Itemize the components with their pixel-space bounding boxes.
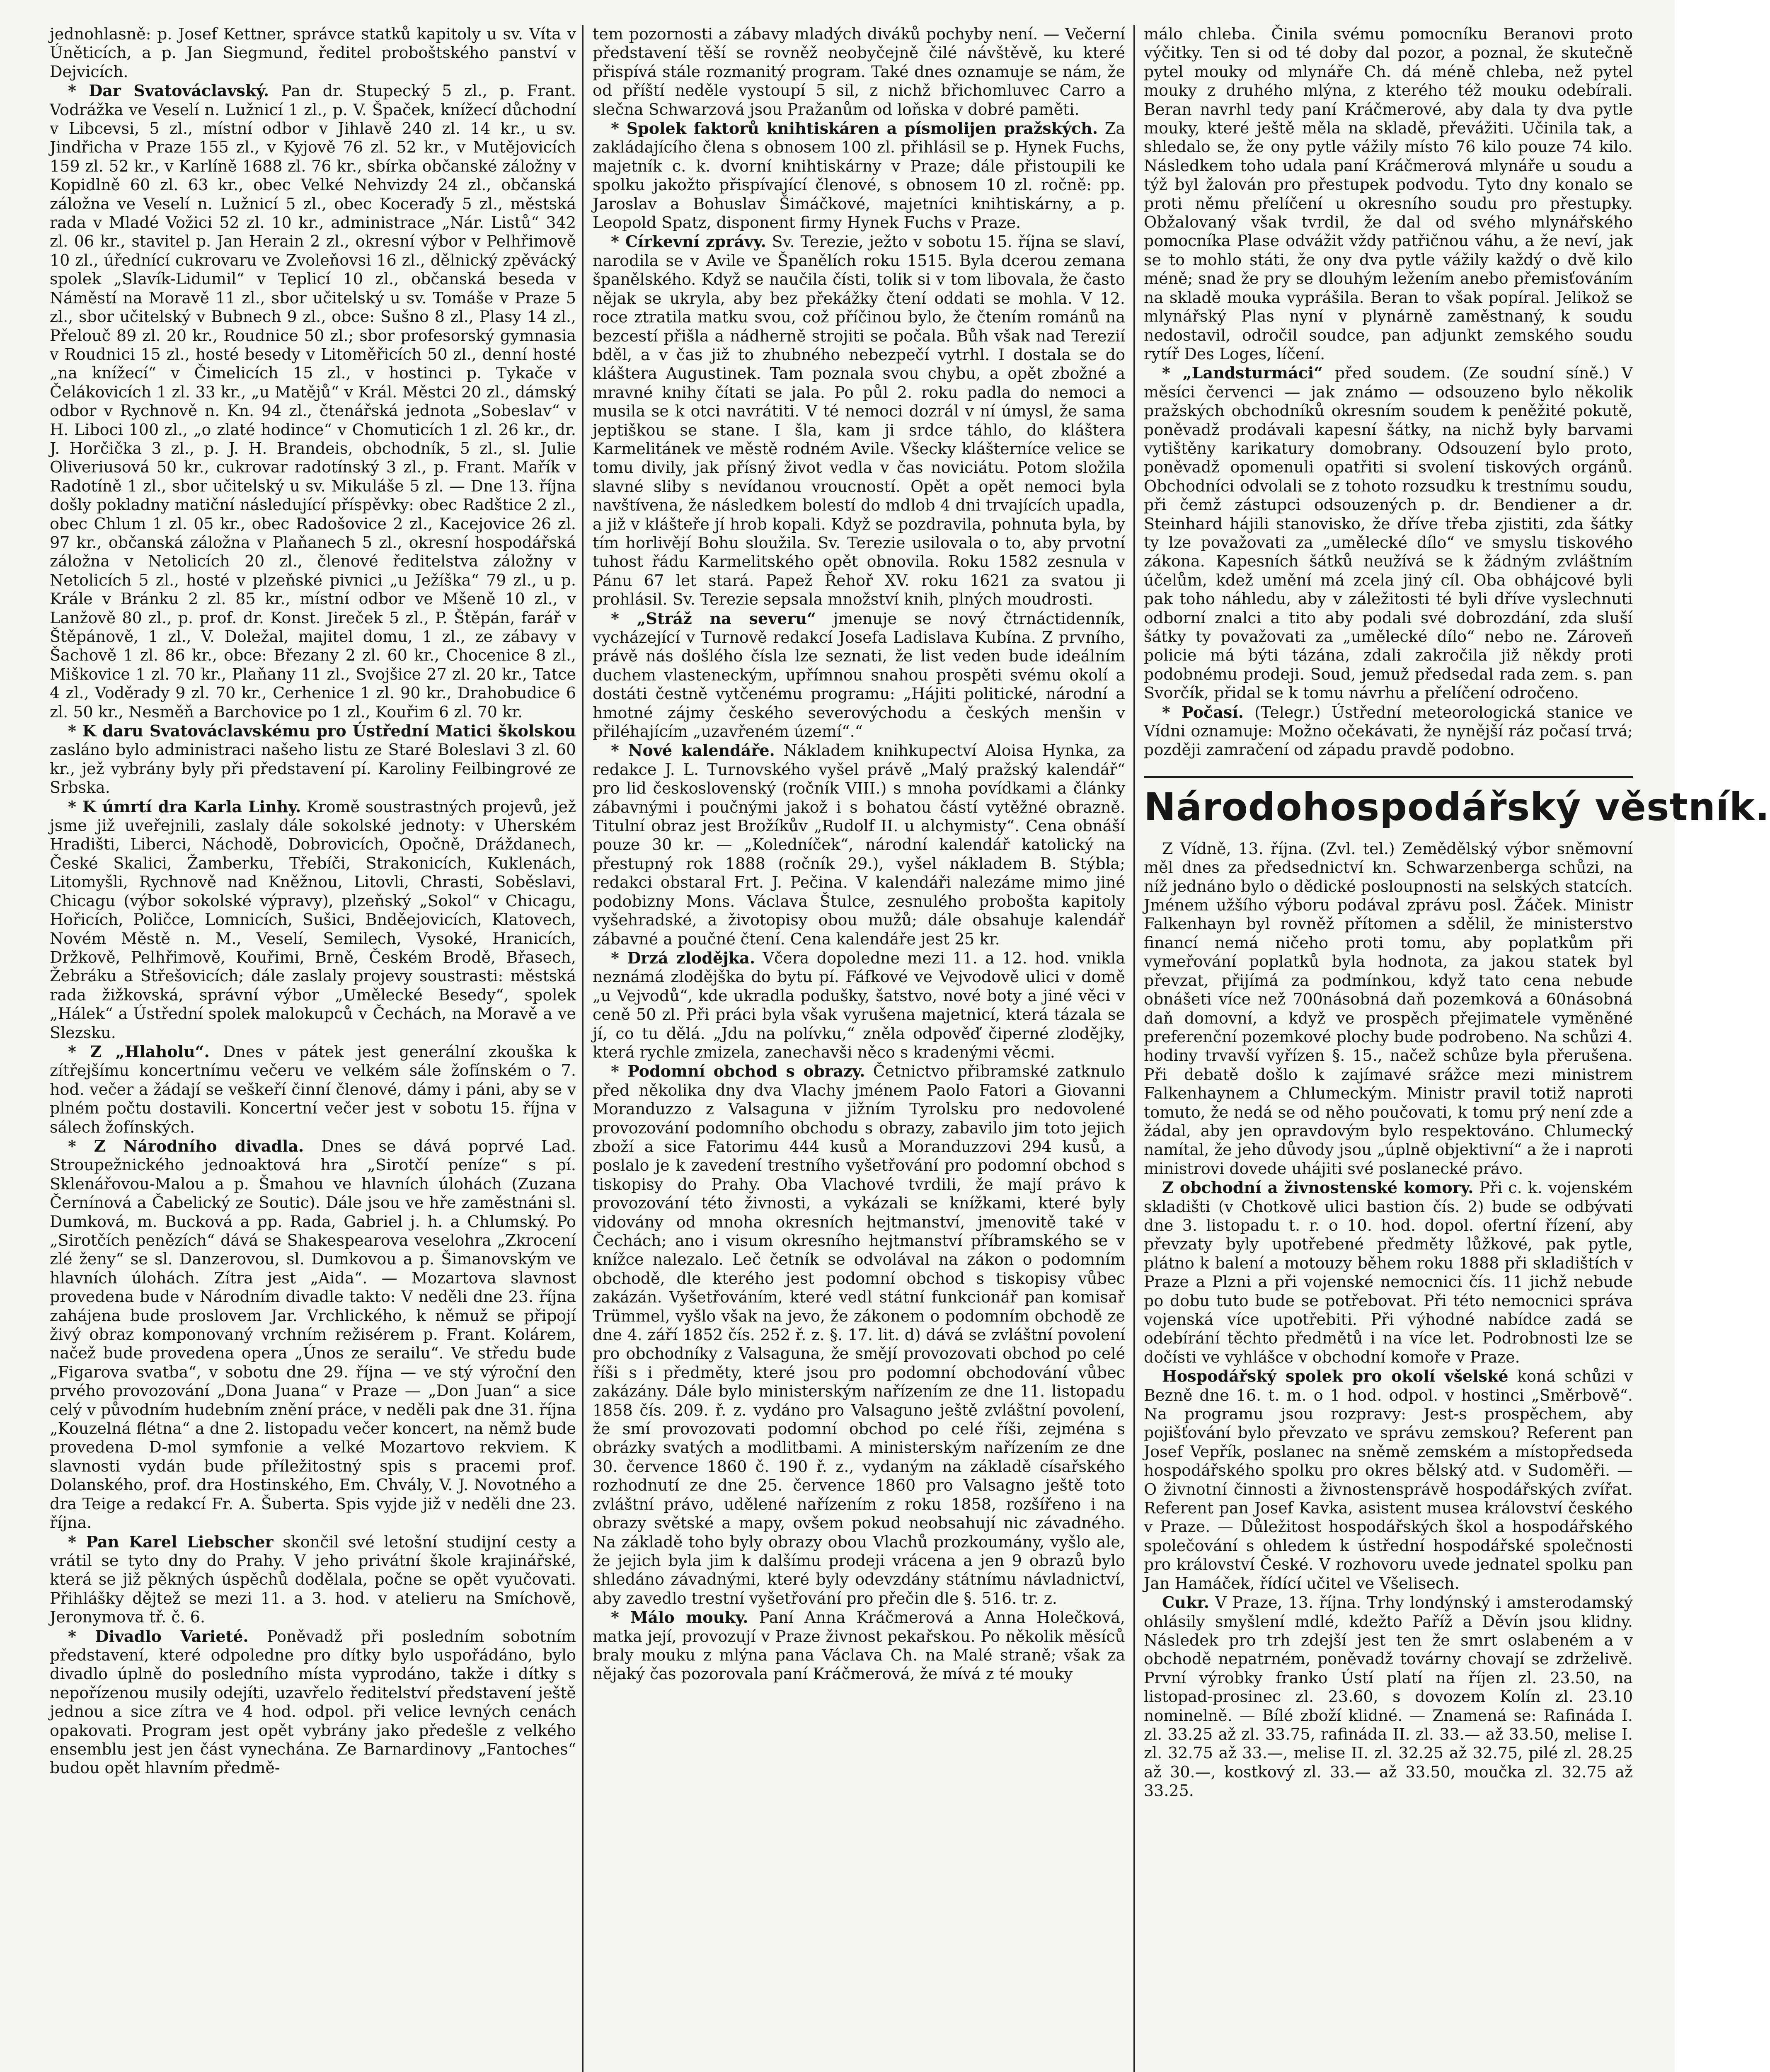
paragraph — [1144, 1367, 1633, 1593]
paragraph — [593, 25, 1125, 119]
paragraph-text: Z Vídně, 13. října. (Zvl. tel.) Zemědělský výbor sněmovní měl dnes za předsednictví kn. Schwarzenberga schůzi, na níž jednáno bylo o dědické posloupnosti na selských statcích. Jménem užšího výboru podával zprávu posl. Žáček. Ministr Falkenhayn byl rovněž přítomen a sdělil, že ministerstvo financí nemá ničeho proti tomu, aby poplatkům při vymeřování poplatků byla hodnota, za jakou statek byl převzat, přijímá za podmínkou, když tato cena nebude obnášeti více než 700násobná daň pozemková a 60násobná daň domovní, a když ve prospěch přejimatele vyměněné preferenční pozemkové plochy bude podrobeno. Na schůzi 4. hodiny trvavší vyřízen §. 15., načež schůze byla přerušena. Při debatě došlo k zajímavé srážce mezi ministrem Falkenhaynem a Chlumeckým. Ministr pravil totiž naproti tomuto, že nedá se od něho poučovati, k tomu prý není zde a žádal, aby jen opravdovým bylo respektováno. Chlumecký namítal, že jeho důvody jsou „úplně objektivní“ a že i naproti ministrovi dovede uhájiti své poslanecké právo. — [1144, 839, 1633, 1178]
paragraph-text: Dnes v pátek jest generální zkouška k zítřejšímu koncertnímu večeru ve velkém sále žofínském o 7. hod. večer a žádají se veškeří činní členové, dámy i páni, aby se v plném počtu dostavili. Koncertní večer jest v sobotu 15. října v sálech žofínských. — [50, 1042, 576, 1136]
paragraph-lead: * Podomní obchod s obrazy. — [611, 1062, 865, 1081]
paragraph-text: zasláno bylo administraci našeho listu ze Staré Boleslavi 3 zl. 60 kr., jež vybrány byly při představení pí. Karoliny Feilbingrové ze Srbska. — [50, 741, 576, 797]
paragraph-lead: * Pan Karel Liebscher — [68, 1532, 274, 1551]
paragraph-lead: * Církevní zprávy. — [611, 232, 766, 251]
paragraph-text: málo chleba. Činila svému pomocníku Beranovi proto výčitky. Ten si od té doby dal pozor, a poznal, že skutečně pytel mouky od mlynáře Ch. dá méně chleba, než pytel mouky z druhého mlýna, z kterého též mouku odebírali. Beran navrhl tedy paní Kráčmerové, aby dala ty dva pytle mouky, které ještě měla na skladě, převážiti. Učinila tak, a shledalo se, že ony pytle vážily místo 76 kilo pouze 74 kilo. Následkem toho udala paní Kráčmerová mlynáře u soudu a týž byl žalován pro přestupek podvodu. Tyto dny konalo se proti němu přelíčení u okresního soudu pro přestupky. Obžalovaný však tvrdil, že dal od svého mlynářského pomocníka Plase odvážit vždy patřičnou váhu, a že neví, jak se to mohlo státi, že ony dva pytle vážily každý o dvě kilo méně; snad že pry se dlouhým ležením anebo přemisťováním na skladě mouka vyprášila. Beran to však popíral. Jelikož se mlynářský Plas nyní v plynárně zaměstnaný, k soudu nedostavil, odročil soudce, pan adjunkt zemského soudu rytíř Des Loges, líčení. — [1144, 25, 1633, 363]
paragraph — [1144, 1593, 1633, 1800]
paragraph — [593, 949, 1125, 1062]
paragraph — [593, 1062, 1125, 1608]
paragraph-text: Pan dr. Stupecký 5 zl., p. Frant. Vodrážka ve Veselí n. Lužnicí 1 zl., p. V. Špaček, knížecí důchodní v Libcevsi, 5 zl., místní odbor v Jihlavě 240 zl. 14 kr., u sv. Jindřicha v Praze 155 zl., v Kyjově 76 zl. 52 kr., v Mutějovicích 159 zl. 52 kr., v Karlíně 1688 zl. 76 kr., sbírka občanské záložny v Kopidlně 60 zl. 63 kr., obec Velké Nehvizdy 24 zl., občanská záložna ve Veselí n. Lužnicí 5 zl., obec Koceraďy 5 zl., městská rada v Mladé Vožici 52 zl. 10 kr., administrace „Nár. Listů“ 342 zl. 06 kr., stavitel p. Jan Herain 2 zl., okresní výbor v Pelhřimově 10 zl., úřednící cukrovaru ve Zvoleňovsi 16 zl., dělnický zpěvácký spolek „Slavík-Lidumil“ v Teplicí 10 zl., občanská beseda v Náměstí na Moravě 11 zl., sbor učitelský u sv. Tomáše v Praze 5 zl., sbor učitelský v Bubnech 9 zl., obce: Sušno 8 zl., Plasy 14 zl., Přelouč 89 zl. 20 kr., Roudnice 50 zl.; sbor profesorský gymnasia v Roudnici 15 zl., hosté besedy v Litoměřicích 50 zl., denní hosté „na knížecí“ v Čimelicích 15 zl., v hostinci p. Tykače v Čelákovicích 1 zl. 33 kr., „u Matějů“ v Král. Městci 20 zl., dámský odbor v Rychnově n. Kn. 94 zl., čtenářská jednota „Sobeslav“ v H. Liboci 100 zl., „o zlaté hodince“ v Chomuticích 1 zl. 26 kr., dr. J. Horčička 3 zl., p. J. H. Brandeis, obchodník, 5 zl., sl. Julie Oliveriusová 50 kr., cukrovar radotínský 3 zl., p. Frant. Mařík v Radotíně 1 zl., sbor učitelský u sv. Mikuláše 5 zl. — Dne 13. října došly pokladny matiční následující příspěvky: obec Radštice 2 zl., obec Chlum 1 zl. 05 kr., obec Radošovice 2 zl., Kacejovice 26 zl. 97 kr., občanská záložna v Plaňanech 5 zl., okresní hospodářská záložna v Netolicích 20 zl., členové ředitelstva záložny v Netolicích 5 zl., hosté v plzeňské pivnici „u Ježíška“ 79 zl., u p. Krále v Bránku 2 zl. 85 kr., místní odbor ve Mšeně 10 zl., v Lanžově 80 zl., p. prof. dr. Konst. Jireček 5 zl., P. Štěpán, farář v Štěpánově, 1 zl., V. Doležal, majitel domu, 1 zl., ze zábavy v Šachově 1 zl. 86 kr., obce: Březany 2 zl. 60 kr., Chocenice 8 zl., Miškovice 1 zl. 70 kr., Plaňany 11 zl., Svojšice 27 zl. 20 kr., Tatce 4 zl., Voděrady 9 zl. 70 kr., Cerhenice 1 zl. 90 kr., Drahobudice 6 zl. 50 kr., Nesměň a Barchovice po 1 zl., Kouřim 6 zl. 70 kr. — [50, 82, 576, 721]
paragraph-lead: * „Stráž na severu“ — [611, 609, 816, 628]
section-heading: Národohospodářský věstník. — [1144, 776, 1633, 829]
paragraph — [593, 1608, 1125, 1684]
paragraph-text: Dnes se dává poprvé Lad. Stroupežnického jednoaktová hra „Sirotčí peníze“ s pí. Sklenářovou-Malou a p. Šmahou ve hlavních úlohách (Zuzana Černínová a Čabelický ze Soutic). Dále jsou ve hře zaměstnáni sl. Dumková, m. Bucková a pp. Rada, Gabriel j. h. a Chlumský. Po „Sirotčích penězích“ dává se Shakespearova veselohra „Zkrocení zlé ženy“ se sl. Danzerovou, sl. Dumkovou a p. Šimanovským ve hlavních úlohách. Zítra jest „Aida“. — Mozartova slavnost provedena bude v Národním divadle takto: V neděli dne 23. října zahájena bude proslovem Jar. Vrchlického, k němuž se připojí živý obraz komponovaný vrchním režisérem p. Frant. Kolárem, načež bude provedena opera „Únos ze serailu“. Ve středu bude „Figarova svatba“, v sobotu dne 29. října — ve stý výroční den prvého provozování „Dona Juana“ v Praze — „Don Juan“ a sice celý v původním hudebním znění práce, v neděli pak dne 31. října „Kouzelná flétna“ a dne 2. listopadu večer koncert, na němž bude provedena D-mol symfonie a velké Mozartovo rekviem. K slavnosti vydán bude příležitostný spis s pracemi prof. Dolanského, prof. dra Hostinského, Em. Chvály, V. J. Novotného a dra Teige a redakcí Fr. A. Šuberta. Spis vyjde již v neděli dne 23. října. — [50, 1137, 576, 1532]
paragraph-lead: * „Landsturmáci“ — [1162, 363, 1323, 382]
paragraph — [1144, 363, 1633, 702]
paragraph — [593, 609, 1125, 741]
paragraph-lead: * K úmrtí dra Karla Linhy. — [68, 797, 301, 816]
paragraph-lead: * Dar Svatováclavský. — [68, 81, 269, 100]
paragraph-lead: * Divadlo Varieté. — [68, 1627, 249, 1646]
paragraph — [50, 1042, 576, 1137]
paragraph — [593, 741, 1125, 948]
paragraph-text: Paní Anna Kráčmerová a Anna Holečková, matka její, provozují v Praze živnost pekařskou. Po několik měsíců braly mouku z mlýna pana Václava Ch. na Malé straně; však za nějaký čas pozorovala paní Kráčmerová, že mívá z té mouky — [593, 1608, 1125, 1683]
column-1 — [50, 25, 576, 2072]
paragraph — [50, 1532, 576, 1627]
paragraph — [50, 81, 576, 721]
column-3 — [1144, 25, 1770, 2072]
paragraph-text: koná schůzi v Bezně dne 16. t. m. o 1 hod. odpol. v hostinci „Směrbově“. Na programu jsou rozpravy: Jest-s prospěchem, aby pojišťování bylo převzato ve správu zemskou? Referent pan Josef Vepřík, poslanec na sněmě zemském a místopředseda hospodářského spolku pro okres bělský atd. v Sudoměři. — O živnotní činnosti a živnostensprávě hospodářských zvířat. Referent pan Josef Kavka, asistent musea království českého v Praze. — Důležitost hospodářských škol a hospodářského společování s ohledem k ústřední hospodářské společnosti pro království České. V rozhovoru uvede jednatel spolku pan Jan Hamáček, řídící učitel ve Všelisech. — [1144, 1367, 1633, 1593]
paragraph-text: Při c. k. vojenském skladišti (v Chotkově ulici bastion čís. 2) bude se odbývati dne 3. listopadu t. r. o 10. hod. dopol. ofertní řízení, aby převzaty byly upotřebené předměty lůžkové, pak pytle, plátno k balení a motouzy během roku 1888 při skladištích v Praze a Plzni a při vojenské nemocnici čís. 11 jichž nebude po dobu tuto bude se potřebovat. Při této nemocnici správa vojenská více upotřebiti. Při výhodné nabídce zadá se odebírání těchto předmětů i na více let. Podrobnosti lze se dočísti ve vyhlášce v obchodní komoře v Praze. — [1144, 1179, 1633, 1366]
paragraph-text: Včera dopoledne mezi 11. a 12. hod. vnikla neznámá zlodějška do bytu pí. Fáfkové ve Vejvodově ulici v domě „u Vejvodů“, kde ukradla podušky, šatstvo, nové boty a jiné věci v ceně 50 zl. Při práci byla však vyrušena majetnicí, která tázala se jí, co tu dělá. „Jdu na polívku,“ zněla odpověď čiperné zlodějky, která rychle zmizela, zanechavši něco s kradenými věcmi. — [593, 949, 1126, 1061]
paragraph-text: před soudem. (Ze soudní síně.) V měsíci červenci — jak známo — odsouzeno bylo několik pražských obchodníků okresním soudem k peněžité pokutě, poněvadž prodávali kapesní šátky, na nichž byly barvami vytištěny karikatury domobrany. Odsouzení bylo proto, poněvadž opomenuli opatřiti si svolení tiskových orgánů. Obchodníci odvolali se z tohoto rozsudku k trestnímu soudu, při čemž zástupci odsouzených p. dr. Bendiener a dr. Steinhard hájili stanovisko, že dříve třeba zjistiti, zda šátky ty lze považovati za „umělecké dílo“ ve smyslu tiskového zákona. Kapesních šátků neužívá se k žádným zvláštním účelům, kdež umění má zcela jiný cíl. Oba obhájcové byli pak toho náhledu, aby v záležitosti té byli dříve vyslechnuti odborní znalci a tito aby podali své dobrozdání, zda sluší šátky ty považovati za „umělecké dílo“ nebo ne. Zároveň policie má býti tázána, zdali zakročila již někdy proti podobnému prodeji. Soud, jemuž předsedal rada zem. s. pan Svorčík, přidal se k tomu návrhu a přelíčení odročeno. — [1144, 364, 1633, 702]
paragraph-lead: * Z „Hlaholu“. — [68, 1042, 210, 1061]
paragraph-lead: Cukr. — [1162, 1593, 1209, 1612]
paragraph-lead: * K daru Svatováclavskému pro Ústřední Matici školskou — [68, 721, 576, 741]
column-divider — [1133, 25, 1135, 2072]
paragraph-lead: * Z Národního divadla. — [68, 1136, 304, 1155]
paragraph-text: (Telegr.) Ústřední meteorologická stanice ve Vídni oznamuje: Možno očekávati, že nynější ráz počasí trvá; později zamračení od západu pravdě podobno. — [1144, 703, 1633, 759]
paragraph-text: Sv. Terezie, ježto v sobotu 15. října se slaví, narodila se v Avile ve Španělích roku 1515. Byla dcerou zemana španělského. Když se naučila čísti, tolik si v tom libovala, že často nějak se ukryla, aby bez překážky čtení oddati se mohla. V 12. roce ztratila matku svou, což příčinou bylo, že čtením románů na bezcestí přišla a nádherně strojiti se počala. Bůh však nad Terezií bděl, a v čas již to zhubného nebezpečí vytrhl. I dostala se do kláštera Augustinek. Tam poznala svou chybu, a opět zbožné a mravné knihy čítati se jala. Po půl 2. roku padla do nemoci a musila se k otci navrátiti. V té nemoci dozrál v ní úmysl, že sama jeptiškou se stane. I šla, kam ji srdce táhlo, do kláštera Karmelitánek ve městě rodném Avile. Všecky klášterníce velice se tomu divily, jak přísný život vedla v čas noviciátu. Potom složila slavné sliby s nevídanou vroucností. Opět a opět nemoci byla navštívena, že následkem bolestí do mdlob 4 dni trvajících upadla, a již v klášteře jí hrob kopali. Když se pozdravila, pohnuta byla, by tím horlivějí Bohu sloužila. Sv. Terezie usilovala o to, aby prvotní tuhost řádu Karmelitského opět obnovila. Roku 1582 zesnula v Pánu 67 let stará. Papež Řehoř XV. roku 1621 za svatou ji prohlásil. Sv. Terezie sepsala množství knih, plných moudrosti. — [593, 232, 1125, 609]
paragraph — [50, 1627, 576, 1778]
paragraph — [1144, 840, 1633, 1178]
paragraph-lead: * Málo mouky. — [611, 1608, 748, 1627]
paragraph-text: jmenuje se nový čtrnáctidenník, vycházející v Turnově redakcí Josefa Ladislava Kubína. Z prvního, právě nás došlého čísla lze seznati, že list veden bude ideálním duchem vlasteneckým, upřímnou snahou prospěti svému okolí a dostáti čestně vytčenému programu: „Hájiti politické, národní a hmotné zájmy českého severovýchodu a českých menšin v přiléhajícím „uzavřeném území“.“ — [593, 609, 1125, 741]
paragraph-text: jednohlasně: p. Josef Kettner, správce statků kapitoly u sv. Víta v Úněticích, a p. Jan Siegmund, ředitel proboštského panství v Dejvicích. — [50, 25, 576, 81]
paragraph — [1144, 25, 1633, 363]
paragraph — [593, 119, 1125, 232]
paragraph-lead: * Drzá zlodějka. — [611, 948, 755, 967]
paragraph-text: Poněvadž při posledním sobotním představení, které odpoledne pro dítky bylo uspořádáno, bylo divadlo úplně do posledního místa vyprodáno, takže i dítky s nepořízenou musily odejíti, uzavřelo ředitelství představení ještě jednou a sice zítra ve 4 hod. odpol. při velice levných cenách opakovati. Program jest opět vybrány jako předešle z velkého ensemblu jest jen část vynechána. Ze Barnardinovy „Fantoches“ budou opět hlavním předmě- — [50, 1627, 576, 1777]
paragraph — [1144, 703, 1633, 760]
column-divider — [582, 25, 584, 2072]
paragraph — [50, 797, 576, 1042]
paragraph — [50, 1137, 576, 1532]
paragraph-lead: Z obchodní a živnostenské komory. — [1162, 1178, 1474, 1197]
paragraph — [1144, 1178, 1633, 1367]
paragraph-text: Četnictvo přibramské zatknulo před několika dny dva Vlachy jménem Paolo Fatori a Giovanni Moranduzzo z Valsaguna v jižním Tyrolsku pro nedovolené provozování podomního obchodu s obrazy, zabavilo jim toto jejich zboží a sice Fatorimu 444 kusů a Moranduzzovi 294 kusů, a poslalo je k zavedení trestního vyšetřování pro podomní obchod s tiskopisy do Prahy. Oba Vlachové tvrdili, že mají právo k provozování této živnosti, a vykázali se knížkami, které byly vidovány od mnoha okresních hejtmanství, jmenovitě také v Čechách; ano i visum okresního hejtmanství příbramského se v knížce nalezalo. Leč četník se odvolával na zákon o podomním obchodě, dle kterého jest podomní obchod s tiskopisy vůbec zakázán. Vyšetřováním, které vedl státní funkcionář pan komisař Trümmel, vyšlo však na jevo, že zákonem o podomním obchodě ze dne 4. září 1852 čís. 252 ř. z. §. 17. lit. d) dává se zvláštní povolení pro obchodníky z Valsaguna, že smějí provozovati obchod po celé říši s i předměty, které jsou pro podomní obchodování vůbec zakázány. Dále bylo ministerským nařízením ze dne 11. listopadu 1858 čís. 209. ř. z. vydáno pro Valsaguno ještě zvláštní povolení, že smí provozovati podomní obchod po celé říši, zejména s obrázky svatých a modlitbami. A ministerským nařízením ze dne 30. července 1860 č. 190 ř. z., vydaným na základě císařského rozhodnutí ze dne 25. července 1860 pro Valsagno ještě toto zvláštní právo, udělené nařízením z roku 1858, rozšířeno i na obrazy světské a mapy, ovšem pokud neobsahují nic závadného. Na základě toho byly obrazy obou Vlachů prozkoumány, vyšlo ale, že jejich byla jim k dalšímu prodeji vrácena a jen 9 obrazů bylo shledáno závadnými, které byly odevzdány státnímu návladnictví, aby zavedlo trestní vyšetřování pro přečin dle §. 516. tr. z. — [593, 1062, 1125, 1607]
paragraph-text: Nákladem knihkupectví Aloisa Hynka, za redakce J. L. Turnovského vyšel právě „Malý pražský kalendář“ pro lid československý (ročník VIII.) s mnoha povídkami a články zábavnými i poučnými jakož i s bohatou částí vytěžné obrazně. Titulní obraz jest Brožíkův „Rudolf II. u alchymisty“. Cena obnáší pouze 30 kr. — „Koledníček“, národní kalendář katolický na přestupný rok 1888 (ročník 29.), vyšel nákladem B. Stýbla; redakci obstaral Frt. J. Pečina. V kalendáři nalezáme mimo jiné podobizny Mons. Václava Štulce, zesnulého probošta kapitoly vyšehradské, a životopisy obou mužů; dále obsahuje kalendář zábavné a poučné čtení. Cena kalendáře jest 25 kr. — [593, 741, 1125, 948]
paragraph — [593, 232, 1125, 609]
paragraph — [50, 721, 576, 797]
paragraph-lead: * Počasí. — [1162, 702, 1244, 721]
paragraph-lead: * Spolek faktorů knihtiskáren a písmolijen pražských. — [611, 119, 1098, 138]
paragraph-lead: * Nové kalendáře. — [611, 741, 775, 760]
paragraph-lead: Hospodářský spolek pro okolí všelské — [1162, 1367, 1508, 1386]
paragraph-text: skončil své letošní studijní cesty a vrátil se tyto dny do Prahy. V jeho privátní škole krajinářské, která se již pěkných úspěchů dodělala, počne se opět vyučovati. Přihlášky dějtež se mezi 11. a 3. hod. v atelieru na Smíchově, Jeronymova tř. č. 6. — [50, 1532, 576, 1627]
paragraph-text: Za zakládajícího člena s obnosem 100 zl. přihlásil se p. Hynek Fuchs, majetník c. k. dvorní knihtiskárny v Praze; dále přistoupili ke spolku jakožto přispívající členové, s obnosem 10 zl. ročně: pp. Jaroslav a Bohuslav Šimáčkové, majetníci knihtiskárny, a p. Leopold Spatz, disponent firmy Hynek Fuchs v Praze. — [593, 119, 1125, 232]
paragraph — [50, 25, 576, 81]
paragraph-text: tem pozornosti a zábavy mladých diváků pochyby není. — Večerní představení těší se rovněž neobyčejně čilé návštěvě, ku které přispívá stále rozmanitý program. Také dnes oznamuje se nám, že od příští neděle vystoupí 5 sil, z nichž břichomluvec Carro a slečna Schwarzová jsou Pražanům od loňska v dobré paměti. — [593, 25, 1125, 119]
column-2 — [593, 25, 1125, 2072]
paragraph-text: Kromě soustrastných projevů, jež jsme již uveřejnili, zaslaly dále sokolské jednoty: v Uherském Hradišti, Liberci, Náchodě, Dobrovicích, Opočně, Dráždanech, České Skalici, Žamberku, Třebíči, Strakonicích, Kuklenách, Litomyšli, Rychnově nad Kněžnou, Litovli, Chrasti, Soběslavi, Chicagu (výbor sokolské výpravy), plzeňský „Sokol“ v Chicagu, Hořicích, Poličce, Lomnicích, Sušici, Bnděejovicích, Klatovech, Novém Městě n. M., Veselí, Semilech, Vysoké, Hranicích, Držkově, Pelhřimově, Kouřimi, Brně, Českém Brodě, Břasech, Žebráku a Střešovicích; dále zaslaly projevy soustrasti: městská rada žižkovská, správní výbor „Umělecké Besedy“, spolek „Hálek“ a Ústřední spolek malokupců v Čechách, na Moravě a ve Slezsku. — [50, 797, 576, 1042]
paragraph-text: V Praze, 13. října. Trhy londýnský i amsterodamský ohlásily smyšlení mdlé, kdežto Paříž a Děvín jsou klidny. Následek pro trh zdejší jest ten že smrt oslabeném a v obchodě nepatrném, poněvadž továrny chovají se zdrželivě. První výrobky franko Ústí platí na říjen zl. 23.50, na listopad-prosinec zl. 23.60, s dovozem Kolín zl. 23.10 nominelně. — Bílé zboží klidné. — Znamená se: Rafináda I. zl. 33.25 až zl. 33.75, rafináda II. zl. 33.— až 33.50, melise I. zl. 32.75 až 33.—, melise II. zl. 32.25 až 32.75, pilé zl. 28.25 až 30.—, kostkový zl. 33.— až 33.50, moučka zl. 32.75 až 33.25. — [1144, 1593, 1633, 1800]
